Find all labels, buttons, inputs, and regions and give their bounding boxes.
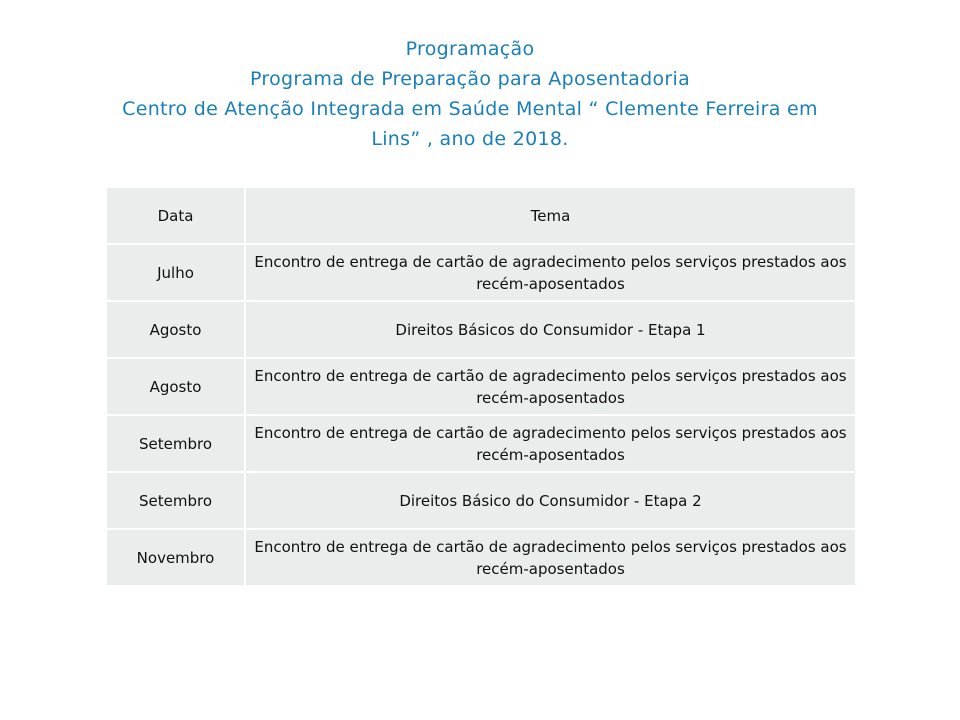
title-line-program: Programa de Preparação para Aposentadoria [249,68,691,90]
table-row [106,472,856,529]
table-header-row [106,187,856,244]
table-row [106,415,856,472]
row-date: Julho [106,244,245,301]
table-row [106,529,856,586]
row-date: Agosto [106,301,245,358]
title-line-center: Centro de Atenção Integrada em Saúde Mental “ Clemente Ferreira em [122,98,818,120]
row-theme: Encontro de entrega de cartão de agradecimento pelos serviços prestados aos recém-aposentados [245,244,856,301]
row-date: Setembro [106,415,245,472]
page-title [40,34,900,154]
title-line-programacao: Programação [405,38,535,60]
row-date: Novembro [106,529,245,586]
schedule-table [105,186,857,587]
table-row [106,301,856,358]
header-theme: Tema [245,187,856,244]
row-theme: Direitos Básicos do Consumidor - Etapa 1 [245,301,856,358]
row-date: Setembro [106,472,245,529]
table-row [106,244,856,301]
table-row [106,358,856,415]
row-date: Agosto [106,358,245,415]
row-theme: Direitos Básico do Consumidor - Etapa 2 [245,472,856,529]
row-theme: Encontro de entrega de cartão de agradecimento pelos serviços prestados aos recém-aposentados [245,415,856,472]
row-theme: Encontro de entrega de cartão de agradecimento pelos serviços prestados aos recém-aposentados [245,529,856,586]
header-date: Data [106,187,245,244]
row-theme: Encontro de entrega de cartão de agradecimento pelos serviços prestados aos recém-aposentados [245,358,856,415]
title-line-location-year: Lins” , ano de 2018. [371,128,569,150]
